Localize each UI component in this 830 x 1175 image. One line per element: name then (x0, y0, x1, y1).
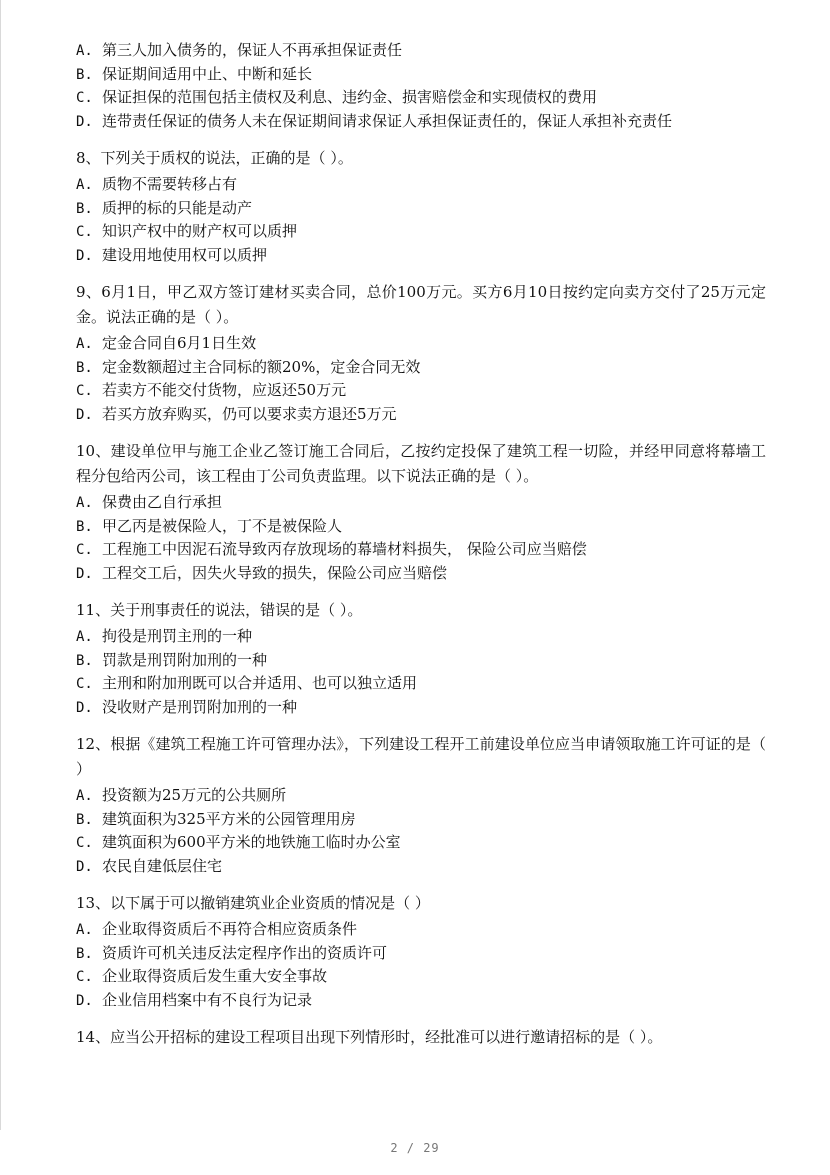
option-letter: C. (76, 969, 93, 985)
option-line (76, 855, 766, 879)
option-text: 建筑面积为325平方米的公园管理用房 (102, 809, 356, 828)
option-text: 没收财产是刑罚附加刑的一种 (102, 697, 298, 716)
option-letter: B. (76, 811, 93, 828)
option-text: 农民自建低层住宅 (102, 856, 223, 875)
option-text: 工程施工中因泥石流导致丙存放现场的幕墙材料损失， 保险公司应当赔偿 (102, 540, 587, 558)
option-letter: B. (76, 945, 93, 962)
question-item (76, 146, 766, 267)
option-letter: D. (76, 699, 93, 716)
question-stem: 14、应当公开招标的建设工程项目出现下列情形时，经批准可以进行邀请招标的是（ ）。 (76, 1028, 663, 1046)
question-stem: 10、建设单位甲与施工企业乙签订施工合同后，乙按约定投保了建筑工程一切险，并经甲同意将幕墙工程分包给丙公司，该工程由丁公司负责监理。以下说法正确的是（ ）。 (76, 442, 766, 485)
continued-options-block (76, 39, 766, 133)
option-text: 甲乙丙是被保险人，丁不是被保险人 (102, 516, 343, 535)
option-line (76, 808, 766, 832)
option-letter: A. (76, 336, 93, 352)
question-item (76, 891, 766, 1012)
option-line (76, 110, 766, 134)
option-letter: C. (76, 835, 93, 851)
option-text: 资质许可机关违反法定程序作出的资质许可 (102, 943, 388, 962)
option-letter: A. (76, 629, 93, 645)
option-line (76, 39, 766, 63)
option-line (76, 244, 766, 268)
option-letter: D. (76, 406, 93, 423)
option-letter: C. (76, 676, 93, 692)
option-line (76, 220, 766, 244)
option-text: 质物不需要转移占有 (102, 175, 238, 193)
option-text: 罚款是刑罚附加刑的一种 (102, 650, 268, 669)
option-letter: C. (76, 90, 93, 106)
option-line (76, 403, 766, 427)
option-text: 拘役是刑罚主刑的一种 (102, 627, 253, 645)
option-letter: A. (76, 177, 93, 193)
option-letter: D. (76, 565, 93, 582)
option-line (76, 379, 766, 403)
option-line (76, 491, 766, 515)
option-text: 知识产权中的财产权可以质押 (102, 222, 298, 240)
option-letter: B. (76, 518, 93, 535)
page-number: 2 / 29 (390, 1141, 440, 1155)
option-line (76, 173, 766, 197)
option-letter: A. (76, 495, 93, 511)
option-text: 工程交工后，因失火导致的损失，保险公司应当赔偿 (102, 563, 448, 582)
option-line (76, 989, 766, 1013)
option-letter: B. (76, 66, 93, 83)
option-text: 定金数额超过主合同标的额20%，定金合同无效 (102, 357, 421, 376)
option-text: 质押的标的只能是动产 (102, 198, 253, 217)
option-letter: D. (76, 113, 93, 130)
question-item (76, 439, 766, 585)
option-letter: B. (76, 200, 93, 217)
option-text: 保费由乙自行承担 (102, 493, 223, 511)
option-line (76, 831, 766, 855)
option-letter: D. (76, 247, 93, 264)
question-stem: 9、6月1日，甲乙双方签订建材买卖合同，总价100万元。买方6月10日按约定向卖方交付了25万元定金。说法正确的是（ ）。 (76, 283, 766, 326)
question-item (76, 732, 766, 878)
option-letter: C. (76, 224, 93, 240)
option-text: 企业信用档案中有不良行为记录 (102, 990, 313, 1009)
question-stem: 13、以下属于可以撤销建筑业企业资质的情况是（ ） (76, 894, 430, 912)
question-item (76, 598, 766, 719)
option-text: 主刑和附加刑既可以合并适用、也可以独立适用 (102, 674, 418, 692)
option-text: 建设用地使用权可以质押 (102, 245, 268, 264)
question-list (76, 146, 766, 1050)
option-line (76, 672, 766, 696)
option-line (76, 197, 766, 221)
question-item (76, 1025, 766, 1050)
option-text: 保证期间适用中止、中断和延长 (102, 64, 313, 83)
option-text: 连带责任保证的债务人未在保证期间请求保证人承担保证责任的，保证人承担补充责任 (102, 111, 673, 130)
option-text: 投资额为25万元的公共厕所 (102, 786, 287, 804)
option-line (76, 86, 766, 110)
option-letter: C. (76, 383, 93, 399)
option-line (76, 649, 766, 673)
option-line (76, 356, 766, 380)
option-letter: D. (76, 858, 93, 875)
option-line (76, 918, 766, 942)
option-letter: A. (76, 922, 93, 938)
option-text: 第三人加入债务的，保证人不再承担保证责任 (102, 41, 403, 59)
option-letter: C. (76, 542, 93, 558)
option-text: 建筑面积为600平方米的地铁施工临时办公室 (102, 833, 401, 851)
option-line (76, 696, 766, 720)
document-body (76, 39, 766, 1052)
option-line (76, 625, 766, 649)
option-text: 若卖方不能交付货物，应返还50万元 (102, 381, 347, 399)
option-text: 定金合同自6月1日生效 (102, 334, 257, 352)
option-text: 保证担保的范围包括主债权及利息、违约金、损害赔偿金和实现债权的费用 (102, 88, 598, 106)
option-line (76, 515, 766, 539)
option-letter: B. (76, 652, 93, 669)
page-left-edge (0, 0, 1, 1130)
option-text: 企业取得资质后不再符合相应资质条件 (102, 920, 358, 938)
option-letter: D. (76, 992, 93, 1009)
option-letter: B. (76, 359, 93, 376)
option-letter: A. (76, 43, 93, 59)
question-stem: 8、下列关于质权的说法，正确的是（ ）。 (76, 149, 353, 167)
option-letter: A. (76, 788, 93, 804)
option-line (76, 942, 766, 966)
option-text: 若买方放弃购买，仍可以要求卖方退还5万元 (102, 404, 397, 423)
option-line (76, 63, 766, 87)
option-text: 企业取得资质后发生重大安全事故 (102, 967, 328, 985)
option-line (76, 332, 766, 356)
option-line (76, 965, 766, 989)
question-stem: 11、关于刑事责任的说法，错误的是（ ）。 (76, 601, 363, 619)
option-line (76, 784, 766, 808)
question-stem: 12、根据《建筑工程施工许可管理办法》，下列建设工程开工前建设单位应当申请领取施工许可证的是（ ） (76, 735, 766, 778)
option-line (76, 562, 766, 586)
question-item (76, 280, 766, 426)
option-line (76, 538, 766, 562)
